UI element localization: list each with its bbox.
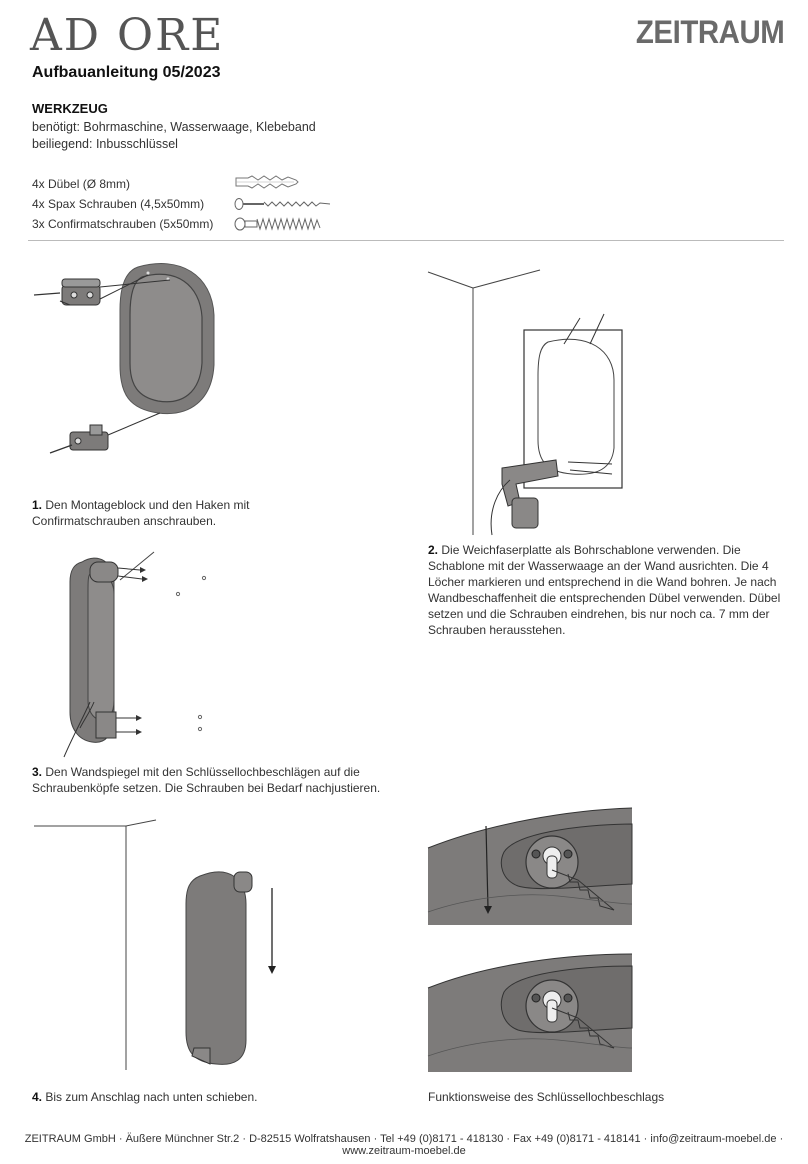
part-label-spax: 4x Spax Schrauben (4,5x50mm): [32, 197, 205, 211]
dowel-icon: [234, 174, 304, 190]
part-label-confirmat: 3x Confirmatschrauben (5x50mm): [32, 217, 214, 231]
step3-text: Den Wandspiegel mit den Schlüssellochbeschlägen auf die Schraubenköpfe setzen. Die Schrauben bei Bedarf nachjustieren.: [32, 765, 381, 795]
step3-caption: [32, 764, 412, 796]
step4-text: Bis zum Anschlag nach unten schieben.: [45, 1090, 258, 1104]
step3-illustration: [60, 552, 220, 762]
spax-screw-icon: [234, 197, 334, 211]
step1-caption: [32, 497, 332, 529]
step2-number: 2.: [428, 543, 439, 557]
brand-logo-left: AD ORE: [30, 10, 225, 61]
step1-illustration: [30, 255, 230, 470]
step1-number: 1.: [32, 498, 43, 512]
step4-illustration: [34, 820, 294, 1070]
keyhole-detail-bottom: [428, 948, 632, 1072]
step1-text: Den Montageblock und den Haken mit Confirmatschrauben anschrauben.: [32, 498, 250, 528]
step2-text: Die Weichfaserplatte als Bohrschablone verwenden. Die Schablone mit der Wasserwaage an der Wand ausrichten. Die 4 Löcher markieren und entsprechend in die Wand bohren. Je nach Wandbeschaffenheit die entsprechenden Dübel verwenden. Dübel setzen und die Schrauben eindrehen, bis nur noch ca. 7 mm der Schrauben herausstehen.: [428, 543, 781, 637]
step3-number: 3.: [32, 765, 43, 779]
confirmat-screw-icon: [234, 217, 326, 231]
brand-logo-right: ZEITRAUM: [635, 14, 784, 50]
tools-needed: benötigt: Bohrmaschine, Wasserwaage, Klebeband: [32, 120, 316, 134]
step2-caption: [428, 542, 788, 638]
part-label-dowel: 4x Dübel (Ø 8mm): [32, 177, 131, 191]
step4-number: 4.: [32, 1090, 43, 1104]
keyhole-caption: Funktionsweise des Schlüssellochbeschlags: [428, 1090, 665, 1104]
step4-caption: [32, 1089, 392, 1105]
section-divider: [28, 240, 784, 241]
tools-included: beiliegend: Inbusschlüssel: [32, 137, 178, 151]
footer-contact: ZEITRAUM GmbH · Äußere Münchner Str.2 · D-82515 Wolfratshausen · Tel +49 (0)8171 - 418130 · Fax +49 (0)8171 - 418141 · info@zeitraum-moebel.de · www.zeitraum-moebel.de: [24, 1133, 784, 1157]
tools-heading: WERKZEUG: [32, 101, 108, 116]
keyhole-detail-top: [428, 800, 632, 925]
page-title: Aufbauanleitung 05/2023: [32, 64, 221, 81]
step2-illustration: [428, 270, 638, 535]
